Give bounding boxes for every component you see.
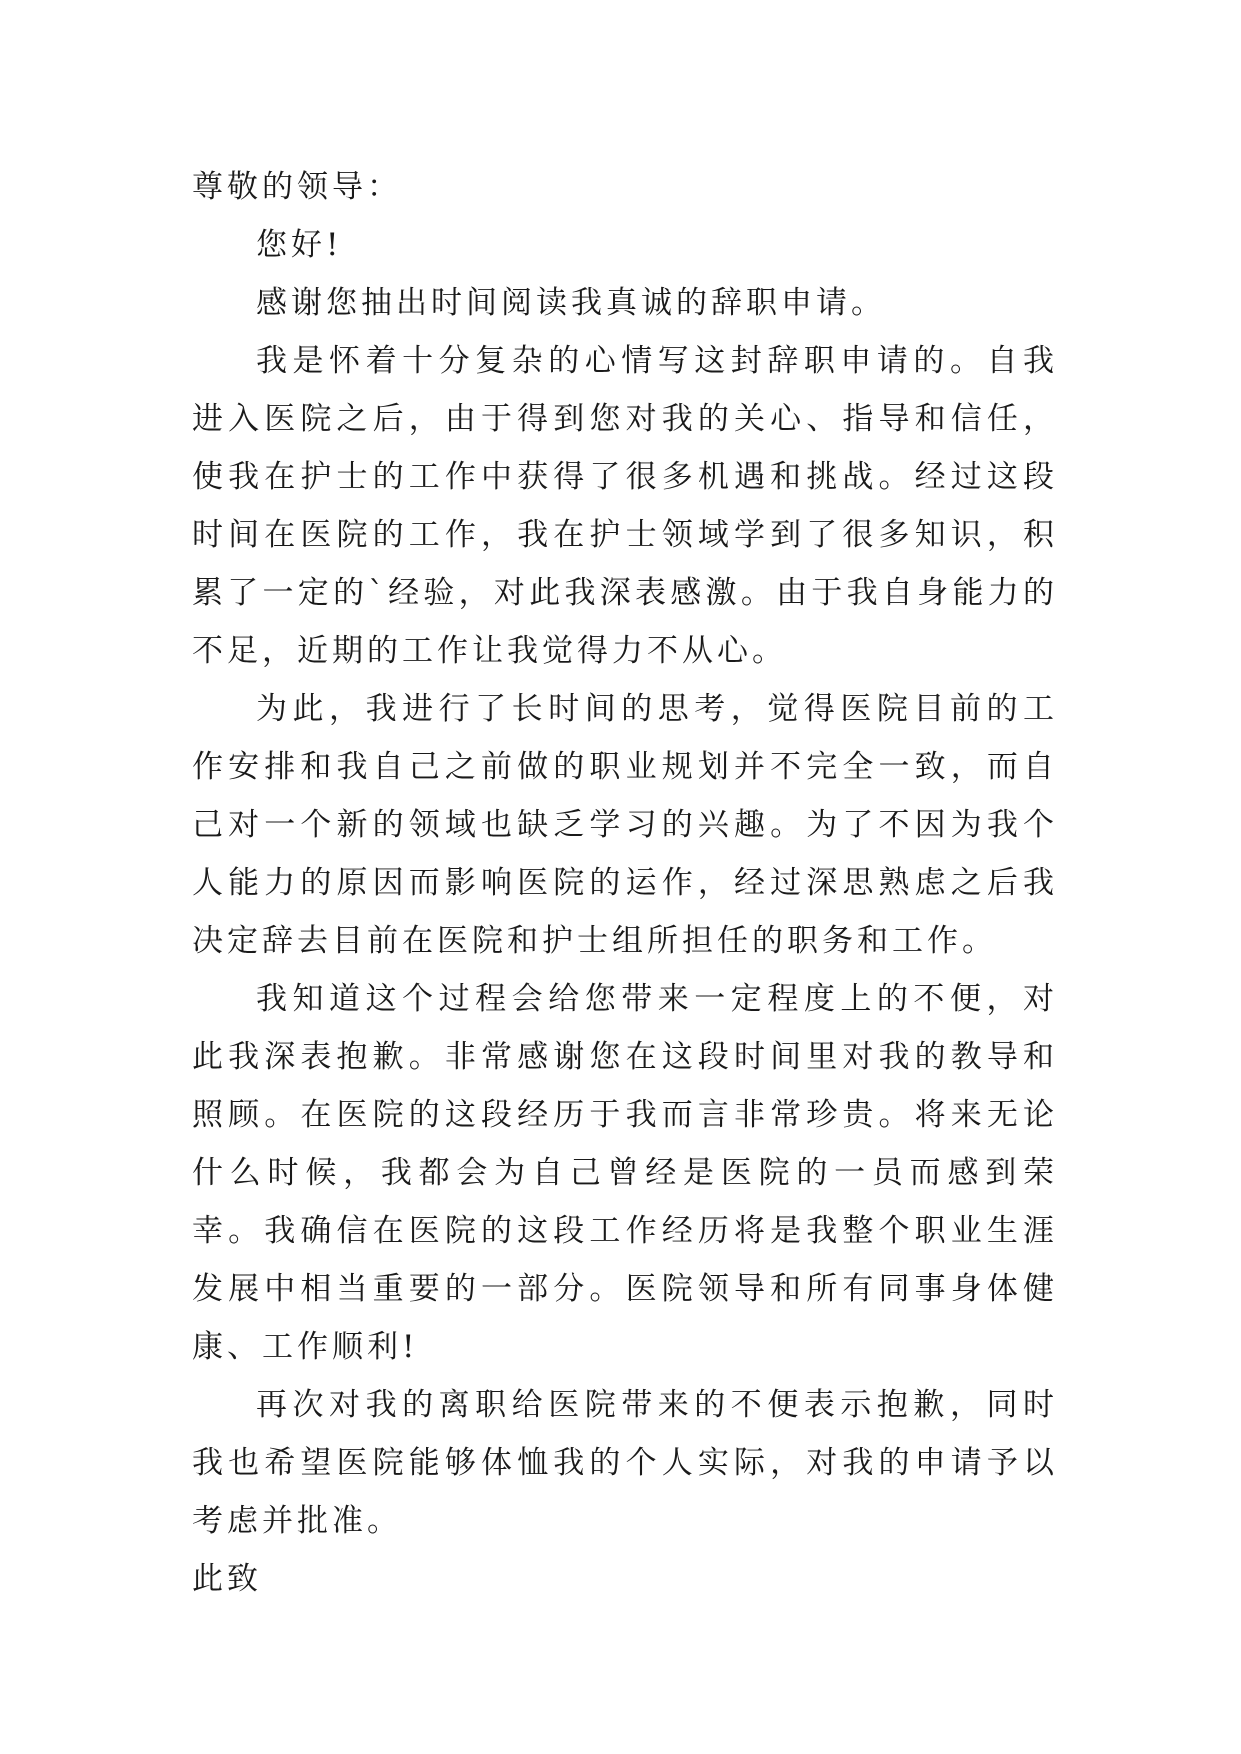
resignation-letter [192,158,1058,1608]
paragraph-background: 我是怀着十分复杂的心情写这封辞职申请的。自我进入医院之后，由于得到您对我的关心、指导和信任，使我在护士的工作中获得了很多机遇和挑战。经过这段时间在医院的工作，我在护士领域学到了很多知识，积累了一定的`经验，对此我深表感激。由于我自身能力的不足，近期的工作让我觉得力不从心。 [192,343,1058,669]
paragraph-reason: 为此，我进行了长时间的思考，觉得医院目前的工作安排和我自己之前做的职业规划并不完全一致，而自己对一个新的领域也缺乏学习的兴趣。为了不因为我个人能力的原因而影响医院的运作，经过深思熟虑之后我决定辞去目前在医院和护士组所担任的职务和工作。 [192,691,1058,959]
closing: 此致 [192,1561,262,1597]
paragraph-thanks: 感谢您抽出时间阅读我真诚的辞职申请。 [256,285,886,321]
greeting: 您好! [256,227,343,263]
salutation: 尊敬的领导： [192,169,402,205]
paragraph-request: 再次对我的离职给医院带来的不便表示抱歉，同时我也希望医院能够体恤我的个人实际，对我的申请予以考虑并批准。 [192,1387,1058,1539]
paragraph-apology: 我知道这个过程会给您带来一定程度上的不便，对此我深表抱歉。非常感谢您在这段时间里对我的教导和照顾。在医院的这段经历于我而言非常珍贵。将来无论什么时候，我都会为自己曾经是医院的一员而感到荣幸。我确信在医院的这段工作经历将是我整个职业生涯发展中相当重要的一部分。医院领导和所有同事身体健康、工作顺利! [192,981,1058,1365]
